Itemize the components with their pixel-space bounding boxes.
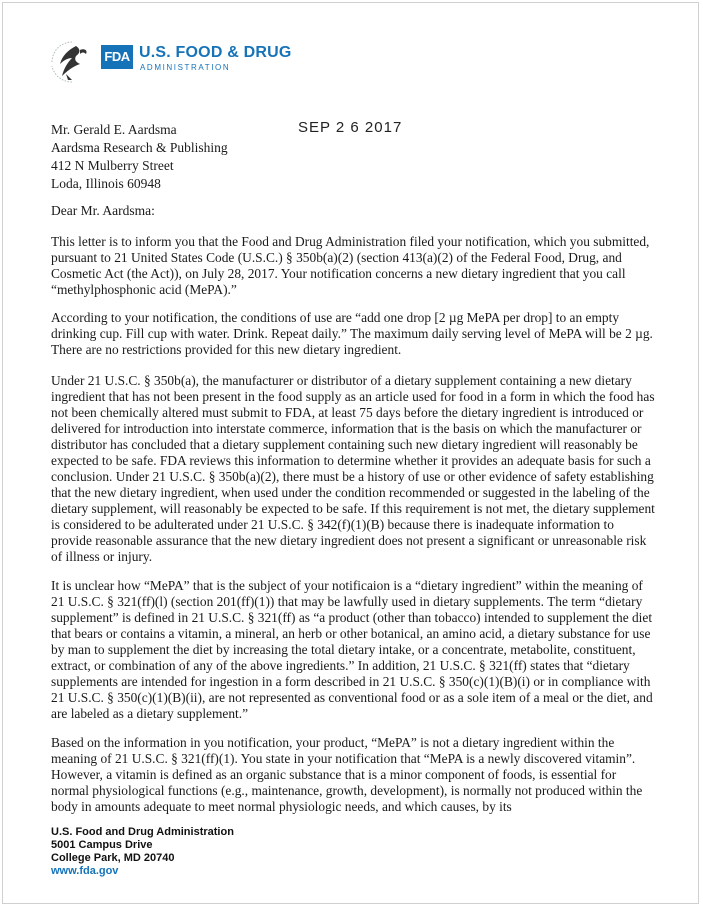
- addressee-name: Mr. Gerald E. Aardsma: [51, 122, 177, 137]
- addressee-street: 412 N Mulberry Street: [51, 158, 174, 173]
- footer-address: [51, 826, 234, 878]
- date-stamp: SEP 2 6 2017: [298, 119, 403, 136]
- footer-org: U.S. Food and Drug Administration: [51, 826, 234, 838]
- salutation: Dear Mr. Aardsma:: [51, 203, 155, 218]
- footer-street: 5001 Campus Drive: [51, 839, 153, 851]
- addressee-city: Loda, Illinois 60948: [51, 176, 161, 191]
- addressee-block: [51, 121, 228, 193]
- agency-subtitle: ADMINISTRATION: [140, 63, 231, 72]
- paragraph-5: Based on the information in you notification, your product, “MePA” is not a dietary ingredient within the meaning of 21 U.S.C. § 321(ff)(1). You state in your notification that “MePA is a newly discovered vitamin”. However, a vitamin is defined as an organic substance that is a minor component of foods, is essential for normal physiological functions (e.g., maintenance, growth, development), is normally not produced within the body in amounts adequate to meet normal physiologic needs, and which causes, by its: [51, 735, 643, 814]
- addressee-company: Aardsma Research & Publishing: [51, 140, 228, 155]
- footer-city: College Park, MD 20740: [51, 852, 175, 864]
- paragraph-3: Under 21 U.S.C. § 350b(a), the manufacturer or distributor of a dietary supplement containing a new dietary ingredient that has not been present in the food supply as an article used for food in a form in which the food has not been chemically altered must submit to FDA, at least 75 days before the dietary ingredient is introduced or delivered for introduction into interstate commerce, information that is the basis on which the manufacturer or distributor has concluded that a dietary supplement containing such new dietary ingredient will reasonably be expected to be safe. FDA reviews this information to determine whether it provides an adequate basis for such a conclusion. Under 21 U.S.C. § 350b(a)(2), there must be a history of use or other evidence of safety establishing that the new dietary ingredient, when used under the condition recommended or suggested in the labeling of the dietary supplement, will reasonably be expected to be safe. If this requirement is not met, the dietary supplement is considered to be adulterated under 21 U.S.C. § 342(f)(1)(B) because there is inadequate information to provide reasonable assurance that the new dietary ingredient does not present a significant or unreasonable risk of illness or injury.: [51, 373, 655, 564]
- paragraph-2: According to your notification, the conditions of use are “add one drop [2 µg MePA per drop] to an empty drinking cup. Fill cup with water. Drink. Repeat daily.” The maximum daily serving level of MePA will be 2 µg. There are no restrictions provided for this new dietary ingredient.: [51, 310, 653, 357]
- paragraph-4: It is unclear how “MePA” that is the subject of your notificaion is a “dietary ingredient” within the meaning of 21 U.S.C. § 321(ff)(l) (section 201(ff)(1)) that may be lawfully used in dietary supplements. The term “dietary supplement” is defined in 21 U.S.C. § 321(ff) as “a product (other than tobacco) intended to supplement the diet that bears or contains a vitamin, a mineral, an herb or other botanical, an amino acid, a dietary substance for use by man to supplement the diet by increasing the total dietary intake, or a concentrate, metabolite, constituent, extract, or combination of any of the above ingredients.” In addition, 21 U.S.C. § 321(ff) states that “dietary supplements are intended for ingestion in a form described in 21 U.S.C. § 350(c)(1)(B)(i) or in compliance with 21 U.S.C. § 350(c)(1)(B)(ii), are not represented as conventional food or as a sole item of a meal or the diet, and are labeled as a dietary supplement.”: [51, 578, 653, 721]
- agency-name: U.S. FOOD & DRUG: [139, 44, 292, 61]
- footer-website-link[interactable]: www.fda.gov: [51, 865, 119, 877]
- paragraph-1: This letter is to inform you that the Food and Drug Administration filed your notification, which you submitted, pursuant to 21 United States Code (U.S.C.) § 350b(a)(2) (section 413(a)(2) of the Federal Food, Drug, and Cosmetic Act (the Act)), on July 28, 2017. Your notification concerns a new dietary ingredient that you call “methylphosphonic acid (MePA).”: [51, 234, 650, 297]
- fda-abbrev-badge: FDA: [101, 45, 133, 69]
- eagle-seal-icon: [46, 40, 98, 84]
